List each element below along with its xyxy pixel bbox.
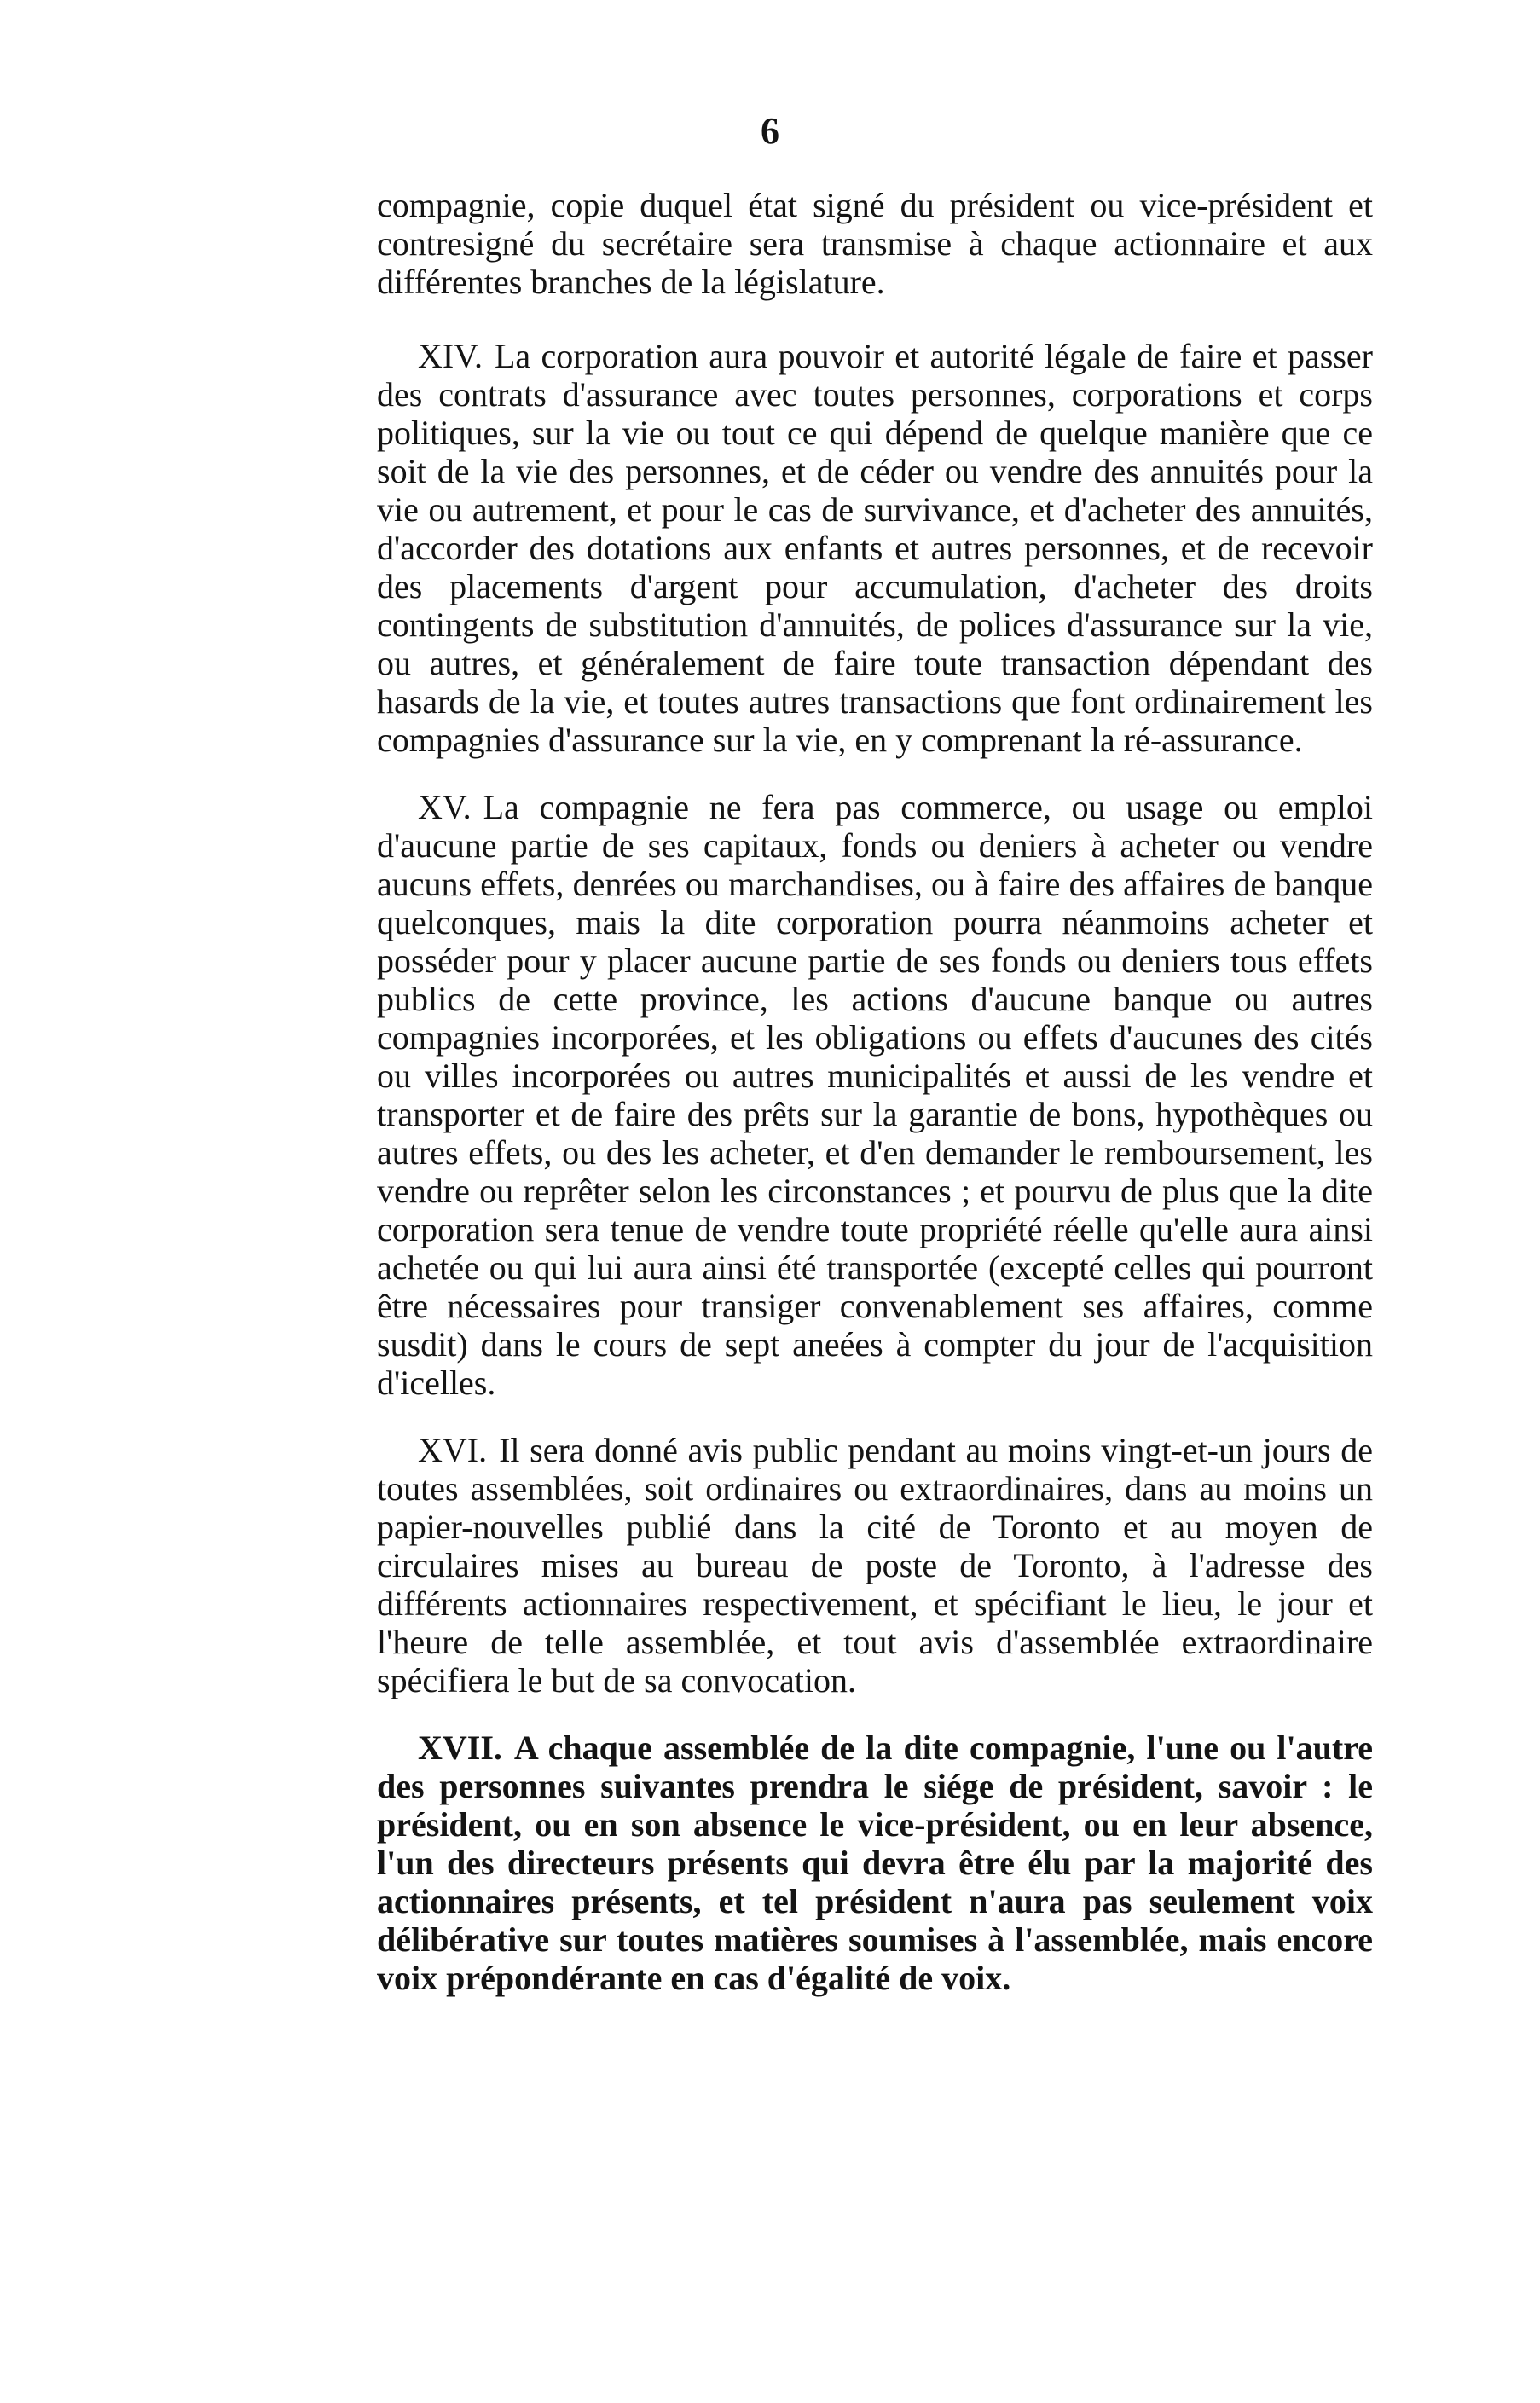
paragraph-continuation [377, 186, 1373, 301]
article-number: XVI. [418, 1431, 488, 1469]
article-xvi [377, 1431, 1373, 1699]
article-number: XVII. [418, 1728, 502, 1767]
article-xvii [377, 1728, 1373, 1997]
paragraph-text: compagnie, copie duquel état signé du président ou vice-président et contresigné du secrétaire sera transmise à chaque actionnaire et aux différentes branches de la législature. [377, 186, 1373, 301]
article-number: XIV. [418, 337, 483, 375]
paragraph-text: La compagnie ne fera pas commerce, ou usage ou emploi d'aucune partie de ses capitaux, fonds ou deniers à acheter ou vendre aucuns effets, denrées ou marchandises, ou à faire des affaires de banque quelconques, mais la dite corporation pourra néanmoins acheter et posséder pour y placer aucune partie de ses fonds ou deniers tous effets publics de cette province, les actions d'aucune banque ou autres compagnies incorporées, et les obligations ou effets d'aucunes des cités ou villes incorporées ou autres municipalités et aussi de les vendre et transporter et de faire des prêts sur la garantie de bons, hypothèques ou autres effets, ou des les acheter, et d'en demander le remboursement, les vendre ou reprêter selon les circonstances ; et pourvu de plus que la dite corporation sera tenue de vendre toute propriété réelle qu'elle aura ainsi achetée ou qui lui aura ainsi été transportée (excepté celles qui pourront être nécessaires pour transiger convenablement ses affaires, comme susdit) dans le cours de sept aneées à compter du jour de l'acquisition d'icelles. [377, 788, 1373, 1402]
article-xiv [377, 337, 1373, 759]
paragraph-text: La corporation aura pouvoir et autorité légale de faire et passer des contrats d'assurance avec toutes personnes, corporations et corps politiques, sur la vie ou tout ce qui dépend de quelque manière que ce soit de la vie des personnes, et de céder ou vendre des annuités pour la vie ou autrement, et pour le cas de survivance, et d'acheter des annuités, d'accorder des dotations aux enfants et autres personnes, et de recevoir des placements d'argent pour accumulation, d'acheter des droits contingents de substitution d'annuités, de polices d'assurance sur la vie, ou autres, et généralement de faire toute transaction dépendant des hasards de la vie, et toutes autres transactions que font ordinairement les compagnies d'assurance sur la vie, en y comprenant la ré-assurance. [377, 337, 1373, 759]
paragraph-text: Il sera donné avis public pendant au moins vingt-et-un jours de toutes assemblées, soit ordinaires ou extraordinaires, dans au moins un papier-nouvelles publié dans la cité de Toronto et au moyen de circulaires mises au bureau de poste de Toronto, à l'adresse des différents actionnaires respectivement, et spécifiant le lieu, le jour et l'heure de telle assemblée, et tout avis d'assemblée extraordinaire spécifiera le but de sa convocation. [377, 1431, 1373, 1699]
paragraph-text: A chaque assemblée de la dite compagnie, l'une ou l'autre des personnes suivantes prendra le siége de président, savoir : le président, ou en son absence le vice-président, ou en leur absence, l'un des directeurs présents qui devra être élu par la majorité des actionnaires présents, et tel président n'aura pas seulement voix délibérative sur toutes matières soumises à l'assemblée, mais encore voix prépondérante en cas d'égalité de voix. [377, 1728, 1373, 1997]
text-block [377, 186, 1373, 2026]
article-number: XV. [418, 788, 472, 826]
page-number: 6 [761, 110, 779, 152]
article-xv [377, 788, 1373, 1402]
